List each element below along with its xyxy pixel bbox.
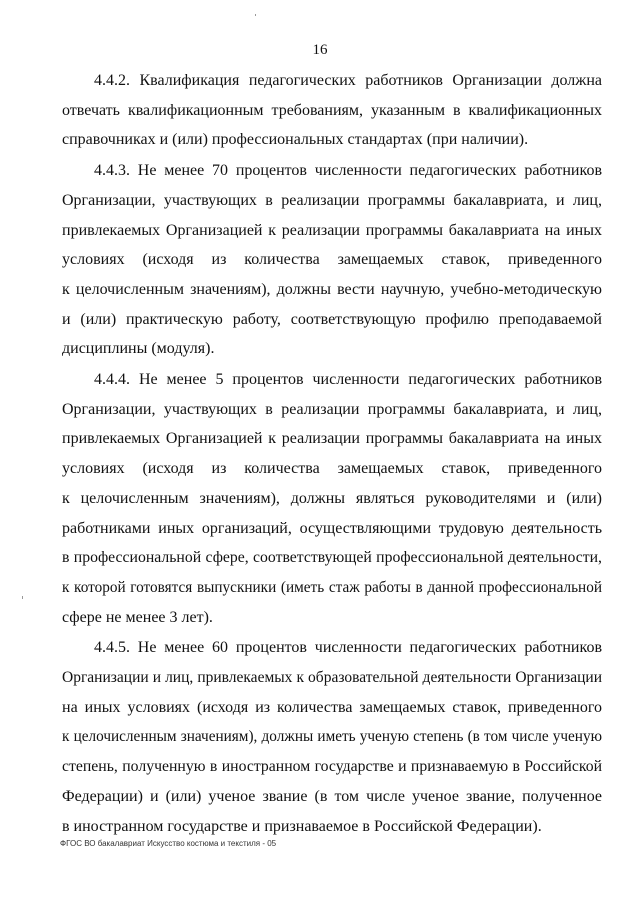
document-body [62,66,602,841]
text-line: Организации, участвующих в реализации программы бакалавриата, и лиц, [62,191,602,209]
document-footer: ФГОС ВО бакалавриат Искусство костюма и текстиля - 05 [60,839,277,848]
text-line: сфере не менее 3 лет). [62,608,213,626]
page-number: 16 [312,42,328,58]
text-line: в иностранном государстве и признаваемое в Российской Федерации). [62,817,542,835]
text-line: Федерации) и (или) ученое звание (в том числе ученое звание, полученное [62,787,602,805]
text-line: на иных условиях (исходя из количества замещаемых ставок, приведенного [62,698,602,716]
text-line: к целочисленным значениям), должны являться руководителями и (или) [62,489,602,507]
text-line: условиях (исходя из количества замещаемых ставок, приведенного [62,460,602,478]
text-line: к целочисленным значениям), должны иметь ученую степень (в том числе ученую [62,728,602,746]
paragraph-4-4-4 [62,365,602,632]
paragraph-4-4-3 [62,156,602,364]
scan-speck [22,596,23,599]
text-line: работниками иных организаций, осуществляющими трудовую деятельность [62,519,602,537]
text-line: к которой готовятся выпускники (иметь стаж работы в данной профессиональной [62,578,602,596]
text-line: Организации и лиц, привлекаемых к образовательной деятельности Организации [62,669,602,687]
text-line: привлекаемых Организацией к реализации программы бакалавриата на иных [62,430,602,448]
text-line: привлекаемых Организацией к реализации программы бакалавриата на иных [62,221,602,239]
text-line: 4.4.4. Не менее 5 процентов численности педагогических работников [94,371,602,389]
text-line: 4.4.5. Не менее 60 процентов численности педагогических работников [94,639,602,657]
text-line: к целочисленным значениям), должны вести научную, учебно-методическую [62,280,602,298]
text-line: Организации, участвующих в реализации программы бакалавриата, и лиц, [62,400,602,418]
text-line: 4.4.3. Не менее 70 процентов численности педагогических работников [94,162,602,180]
text-line: 4.4.2. Квалификация педагогических работников Организации должна [94,72,602,89]
scan-speck [255,14,256,16]
paragraph-4-4-2 [62,66,602,155]
text-line: степень, полученную в иностранном государстве и признаваемую в Российской [62,758,602,776]
text-line: в профессиональной сфере, соответствующей профессиональной деятельности, [62,549,602,567]
text-line: отвечать квалификационным требованиям, указанным в квалификационных [62,101,602,119]
text-line: условиях (исходя из количества замещаемых ставок, приведенного [62,251,602,269]
text-line: справочниках и (или) профессиональных стандартах (при наличии). [62,131,529,149]
paragraph-4-4-5 [62,633,602,841]
text-line: и (или) практическую работу, соответствующую профилю преподаваемой [62,310,602,328]
text-line: дисциплины (модуля). [62,340,215,358]
